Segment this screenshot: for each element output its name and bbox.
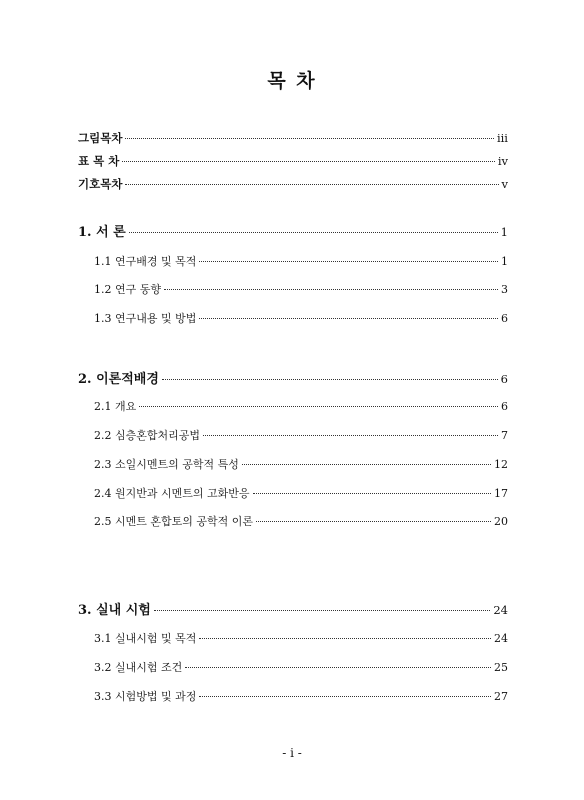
toc-section-3-1[interactable] bbox=[94, 630, 508, 646]
toc-chapter-1[interactable] bbox=[78, 221, 508, 240]
toc-entry-page: 20 bbox=[494, 515, 508, 528]
toc-section-3-3[interactable] bbox=[94, 688, 508, 704]
dot-leader bbox=[242, 464, 491, 465]
toc-entry-label: 2.4 원지반과 시멘트의 고화반응 bbox=[94, 487, 250, 500]
toc-section-1-1[interactable] bbox=[94, 253, 508, 269]
dot-leader bbox=[203, 435, 498, 436]
toc-entry-label: 1. 서 론 bbox=[78, 225, 126, 240]
toc-entry-label: 1.3 연구내용 및 방법 bbox=[94, 312, 197, 325]
toc-entry-page: 6 bbox=[500, 372, 508, 386]
dot-leader bbox=[125, 184, 498, 185]
toc-entry-label: 2.2 심층혼합처리공법 bbox=[94, 429, 200, 442]
page-number-footer: - i - bbox=[282, 746, 302, 760]
dot-leader bbox=[164, 289, 498, 290]
toc-entry-page: 12 bbox=[494, 458, 508, 471]
toc-entry-label: 2.5 시멘트 혼합토의 공학적 이론 bbox=[94, 515, 253, 528]
toc-entry-label: 3.1 실내시험 및 목적 bbox=[94, 632, 197, 645]
dot-leader bbox=[185, 667, 491, 668]
toc-entry-list-of-figures[interactable] bbox=[78, 130, 508, 146]
toc-entry-label: 기호목차 bbox=[78, 177, 123, 191]
dot-leader bbox=[154, 610, 491, 611]
toc-entry-label: 3.3 시험방법 및 과정 bbox=[94, 690, 197, 703]
toc-entry-page: v bbox=[501, 177, 508, 191]
toc-entry-page: 1 bbox=[500, 225, 508, 239]
toc-entry-label: 표 목 차 bbox=[78, 154, 120, 168]
toc-section-2-5[interactable] bbox=[94, 513, 508, 529]
toc-entry-label: 1.2 연구 동향 bbox=[94, 283, 161, 296]
dot-leader bbox=[256, 521, 491, 522]
toc-entry-page: 6 bbox=[501, 400, 508, 413]
dot-leader bbox=[199, 261, 498, 262]
dot-leader bbox=[199, 318, 498, 319]
page-title: 목 차 bbox=[267, 70, 317, 92]
toc-entry-list-of-tables[interactable] bbox=[78, 153, 508, 169]
toc-entry-page: iv bbox=[497, 154, 508, 168]
toc-section-3-2[interactable] bbox=[94, 659, 508, 675]
toc-entry-label: 1.1 연구배경 및 목적 bbox=[94, 255, 197, 268]
toc-entry-page: 24 bbox=[494, 632, 508, 645]
dot-leader bbox=[122, 161, 494, 162]
toc-entry-label: 그림목차 bbox=[78, 131, 123, 145]
dot-leader bbox=[125, 138, 494, 139]
toc-entry-page: 27 bbox=[494, 690, 508, 703]
toc-chapter-2[interactable] bbox=[78, 368, 508, 387]
toc-entry-label: 2. 이론적배경 bbox=[78, 372, 159, 387]
toc-entry-label: 2.1 개요 bbox=[94, 400, 137, 413]
toc-section-1-2[interactable] bbox=[94, 281, 508, 297]
toc-entry-page: iii bbox=[496, 131, 508, 145]
toc-entry-label: 2.3 소일시멘트의 공학적 특성 bbox=[94, 458, 239, 471]
toc-entry-page: 3 bbox=[501, 283, 508, 296]
dot-leader bbox=[199, 696, 491, 697]
toc-chapter-3[interactable] bbox=[78, 599, 508, 618]
toc-entry-list-of-symbols[interactable] bbox=[78, 176, 508, 192]
toc-section-2-1[interactable] bbox=[94, 398, 508, 414]
toc-entry-page: 25 bbox=[494, 661, 508, 674]
toc-entry-page: 1 bbox=[501, 255, 508, 268]
toc-entry-page: 17 bbox=[494, 487, 508, 500]
toc-entry-label: 3. 실내 시험 bbox=[78, 603, 151, 618]
toc-entry-page: 6 bbox=[501, 312, 508, 325]
toc-section-2-3[interactable] bbox=[94, 456, 508, 472]
dot-leader bbox=[129, 232, 498, 233]
toc-entry-page: 24 bbox=[493, 603, 508, 617]
dot-leader bbox=[253, 493, 492, 494]
dot-leader bbox=[199, 638, 491, 639]
dot-leader bbox=[162, 379, 498, 380]
toc-section-1-3[interactable] bbox=[94, 310, 508, 326]
toc-entry-label: 3.2 실내시험 조건 bbox=[94, 661, 183, 674]
dot-leader bbox=[139, 406, 498, 407]
toc-entry-page: 7 bbox=[501, 429, 508, 442]
toc-section-2-2[interactable] bbox=[94, 427, 508, 443]
toc-section-2-4[interactable] bbox=[94, 485, 508, 501]
